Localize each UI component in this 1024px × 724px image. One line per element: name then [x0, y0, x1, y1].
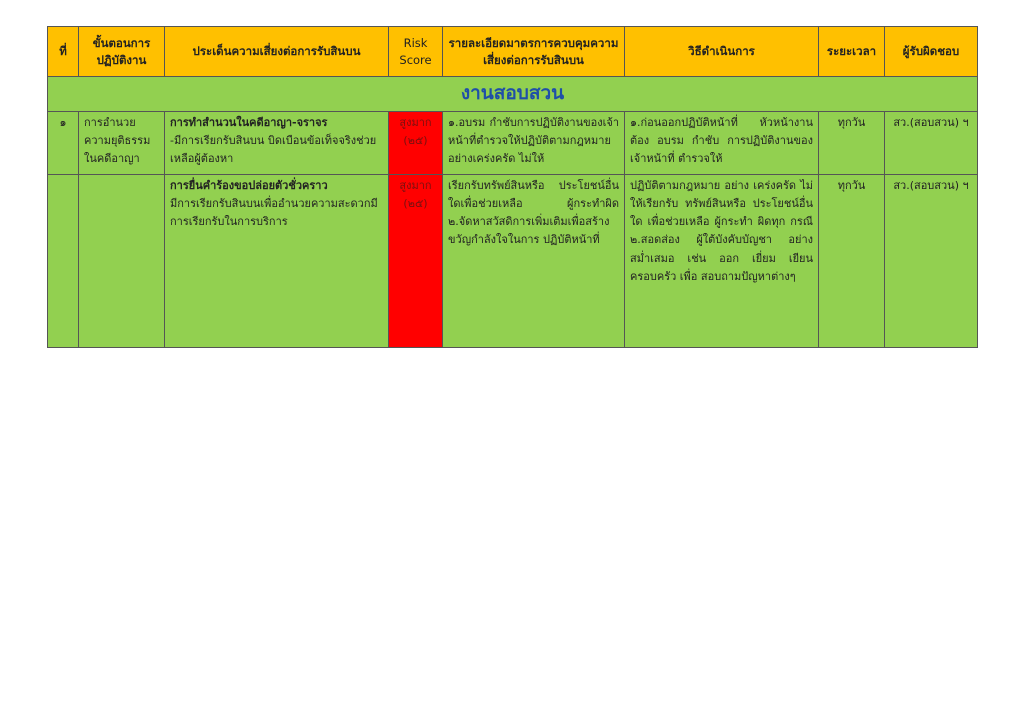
row-measure: [443, 112, 625, 175]
section-cell: [48, 77, 978, 112]
row-issue-title: การยื่นคำร้องขอปล่อยตัวชั่วคราว: [170, 179, 328, 192]
row-owner: สว.(สอบสวน) ฯ: [885, 112, 978, 175]
row-issue: [165, 112, 389, 175]
header-period: ระยะเวลา: [819, 27, 885, 77]
row-number: ๑: [48, 112, 79, 175]
row-issue-title: การทำสำนวนในคดีอาญา-จราจร: [170, 116, 328, 129]
row-period: ทุกวัน: [819, 175, 885, 348]
header-step: ขั้นตอนการปฏิบัติงาน: [79, 27, 165, 77]
row-owner: สว.(สอบสวน) ฯ: [885, 175, 978, 348]
row-number: [48, 175, 79, 348]
risk-table: [47, 26, 978, 348]
row-method-text: ๑.ก่อนออกปฏิบัติหน้าที่ หัวหน้างานต้อง อบรม กำชับ การปฏิบัติงานของ เจ้าหน้าที่ ตำรวจให้: [630, 116, 813, 166]
row-risk-score: สูงมาก (๒๕): [389, 175, 443, 348]
header-row: [48, 27, 978, 77]
section-title: งานสอบสวน: [460, 82, 565, 105]
row-method: ปฏิบัติตามกฎหมาย อย่าง เคร่งครัด ไม่ให้เรียกรับ ทรัพย์สินหรือ ประโยชน์อื่น ใด เพื่อช่วยเหลือ ผู้กระทำ ผิดทุก กรณี ๒.สอดส่อง ผู้ใต้บังคับบัญชา อย่างสม่ำเสมอ เช่น ออก เยี่ยม เยียน ครอบครัว เพื่อ สอบถามปัญหาต่างๆ: [625, 175, 819, 348]
row-step: การอำนวยความยุติธรรมในคดีอาญา: [79, 112, 165, 175]
header-issue: ประเด็นความเสี่ยงต่อการรับสินบน: [165, 27, 389, 77]
section-row: [48, 77, 978, 112]
row-period: ทุกวัน: [819, 112, 885, 175]
header-owner: ผู้รับผิดชอบ: [885, 27, 978, 77]
header-risk-score: Risk Score: [389, 27, 443, 77]
row-measure-text: ๑.อบรม กำชับการปฏิบัติงานของเจ้าหน้าที่ตำรวจให้ปฏิบัติตามกฎหมายอย่างเคร่งครัด ไม่ให้: [448, 116, 619, 166]
table-row: [48, 175, 978, 348]
row-issue-text: -มีการเรียกรับสินบน บิดเบือนข้อเท็จจริงช่วยเหลือผู้ต้องหา: [170, 134, 377, 166]
header-measure: รายละเอียดมาตรการควบคุมความเสี่ยงต่อการรับสินบน: [443, 27, 625, 77]
row-risk-score: สูงมาก (๒๕): [389, 112, 443, 175]
table-row: [48, 112, 978, 175]
row-issue: [165, 175, 389, 348]
row-measure: เรียกรับทรัพย์สินหรือ ประโยชน์อื่นใดเพื่อช่วยเหลือ ผู้กระทำผิด ๒.จัดหาสวัสดิการเพิ่มเติมเพื่อสร้างขวัญกำลังใจในการ ปฏิบัติหน้าที่: [443, 175, 625, 348]
header-no: ที่: [48, 27, 79, 77]
row-method: [625, 112, 819, 175]
row-issue-text: มีการเรียกรับสินบนเพื่ออำนวยความสะดวกมีการเรียกรับในการบริการ: [170, 197, 378, 229]
row-step: [79, 175, 165, 348]
header-method: วิธีดำเนินการ: [625, 27, 819, 77]
